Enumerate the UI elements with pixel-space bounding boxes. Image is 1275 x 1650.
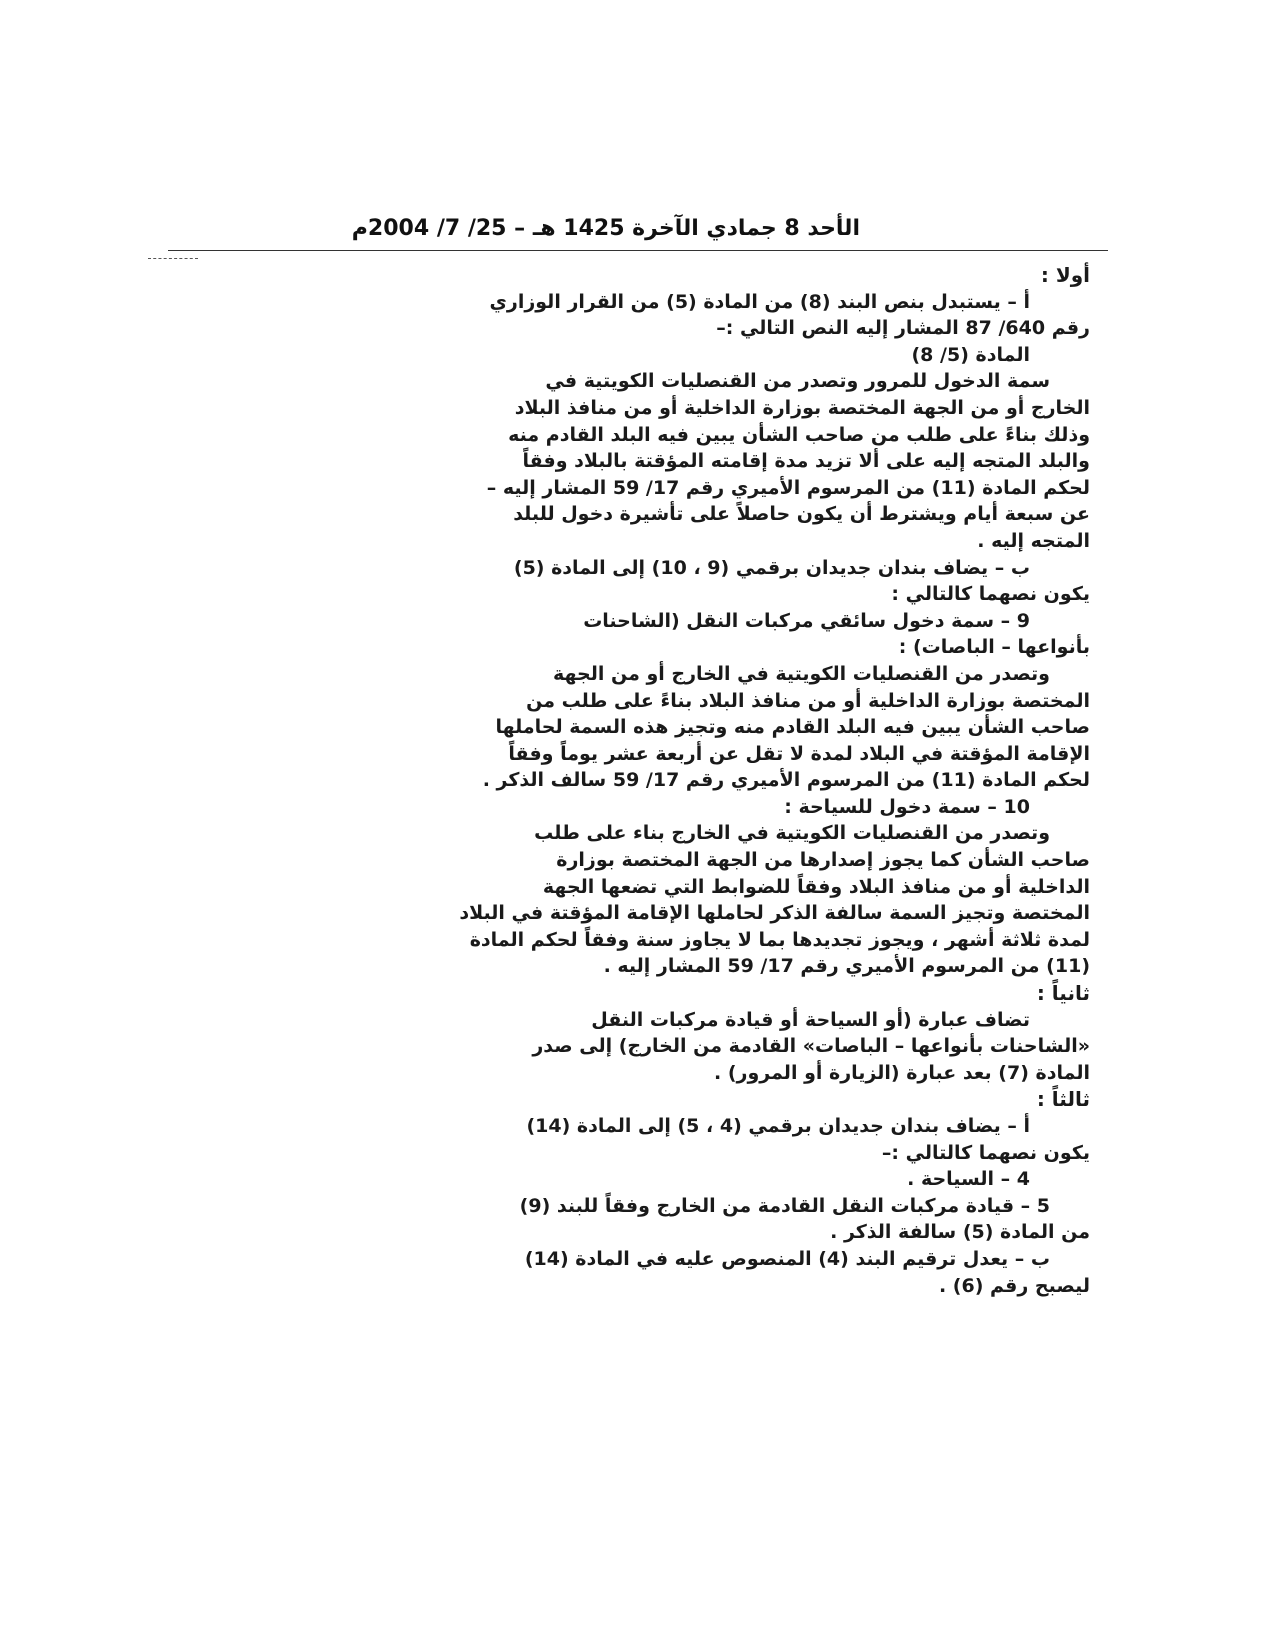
text-line: الإقامة المؤقتة في البلاد لمدة لا تقل عن أربعة عشر يوماً وفقاً: [508, 742, 1090, 765]
text-line: سمة الدخول للمرور وتصدر من القنصليات الكويتية في: [545, 370, 1050, 393]
text-line: 10 – سمة دخول للسياحة :: [784, 795, 1030, 818]
section-heading-second: ثانياً :: [1036, 981, 1090, 1006]
text-line: المختصة بوزارة الداخلية أو من منافذ البلاد بناءً على طلب من: [526, 689, 1090, 712]
text-line: «الشاحنات بأنواعها – الباصات» القادمة من الخارج) إلى صدر: [532, 1035, 1090, 1058]
text-line: وذلك بناءً على طلب من صاحب الشأن يبين فيه البلد القادم منه: [508, 423, 1090, 446]
section-heading-third: ثالثاً :: [1036, 1087, 1090, 1112]
text-line: أ – يضاف بندان جديدان برقمي (4 ، 5) إلى المادة (14): [526, 1115, 1030, 1137]
section-heading-first: أولا :: [1040, 263, 1090, 287]
text-line: من المادة (5) سالفة الذكر .: [830, 1221, 1090, 1244]
text-line: 9 – سمة دخول سائقي مركبات النقل (الشاحنات: [583, 609, 1030, 632]
text-line: يكون نصهما كالتالي :: [891, 583, 1090, 606]
text-line: لحكم المادة (11) من المرسوم الأميري رقم 17/ 59 سالف الذكر .: [482, 769, 1090, 792]
text-line: رقم 640/ 87 المشار إليه النص التالي :–: [716, 317, 1090, 340]
text-line: لمدة ثلاثة أشهر ، ويجوز تجديدها بما لا يجاوز سنة وفقاً لحكم المادة: [469, 928, 1090, 951]
header-rule-tail: [148, 258, 198, 259]
text-line: بأنواعها – الباصات) :: [898, 636, 1090, 659]
text-line: وتصدر من القنصليات الكويتية في الخارج أو من الجهة: [552, 662, 1050, 685]
text-line: والبلد المتجه إليه على ألا تزيد مدة إقامته المؤقتة بالبلاد وفقاً: [522, 450, 1090, 473]
text-line: صاحب الشأن كما يجوز إصدارها من الجهة المختصة بوزارة: [556, 849, 1090, 872]
text-line: 5 – قيادة مركبات النقل القادمة من الخارج وفقاً للبند (9): [519, 1194, 1050, 1217]
text-line: ب – يضاف بندان جديدان برقمي (9 ، 10) إلى المادة (5): [513, 556, 1030, 579]
text-line: المختصة وتجيز السمة سالفة الذكر لحاملها الإقامة المؤقتة في البلاد: [459, 902, 1090, 925]
text-line: لحكم المادة (11) من المرسوم الأميري رقم 17/ 59 المشار إليه –: [486, 476, 1090, 499]
text-line: المادة (5/ 8): [911, 343, 1030, 366]
text-line: صاحب الشأن يبين فيه البلد القادم منه وتجيز هذه السمة لحاملها: [495, 716, 1090, 739]
text-line: تضاف عبارة (أو السياحة أو قيادة مركبات النقل: [591, 1008, 1030, 1031]
document-body: [190, 262, 1090, 1299]
text-line: المادة (7) بعد عبارة (الزيارة أو المرور) .: [713, 1061, 1090, 1084]
text-line: الخارج أو من الجهة المختصة بوزارة الداخلية أو من منافذ البلاد: [514, 396, 1090, 419]
text-line: ليصبح رقم (6) .: [938, 1274, 1090, 1297]
text-line: يكون نصهما كالتالي :–: [881, 1141, 1090, 1164]
text-line: الداخلية أو من منافذ البلاد وفقاً للضوابط التي تضعها الجهة: [542, 875, 1090, 898]
text-line: عن سبعة أيام ويشترط أن يكون حاصلاً على تأشيرة دخول للبلد: [513, 503, 1090, 526]
text-line: المتجه إليه .: [977, 529, 1090, 552]
text-line: وتصدر من القنصليات الكويتية في الخارج بناء على طلب: [534, 822, 1050, 845]
text-line: (11) من المرسوم الأميري رقم 17/ 59 المشار إليه .: [603, 955, 1090, 978]
header-date: الأحد 8 جمادي الآخرة 1425 هـ – 25/ 7/ 2004م: [351, 216, 860, 241]
text-line: ب – يعدل ترقيم البند (4) المنصوص عليه في المادة (14): [524, 1247, 1050, 1270]
text-line: أ – يستبدل بنص البند (8) من المادة (5) من القرار الوزاري: [489, 290, 1030, 313]
header-rule: [168, 250, 1108, 251]
text-line: 4 – السياحة .: [907, 1168, 1030, 1191]
